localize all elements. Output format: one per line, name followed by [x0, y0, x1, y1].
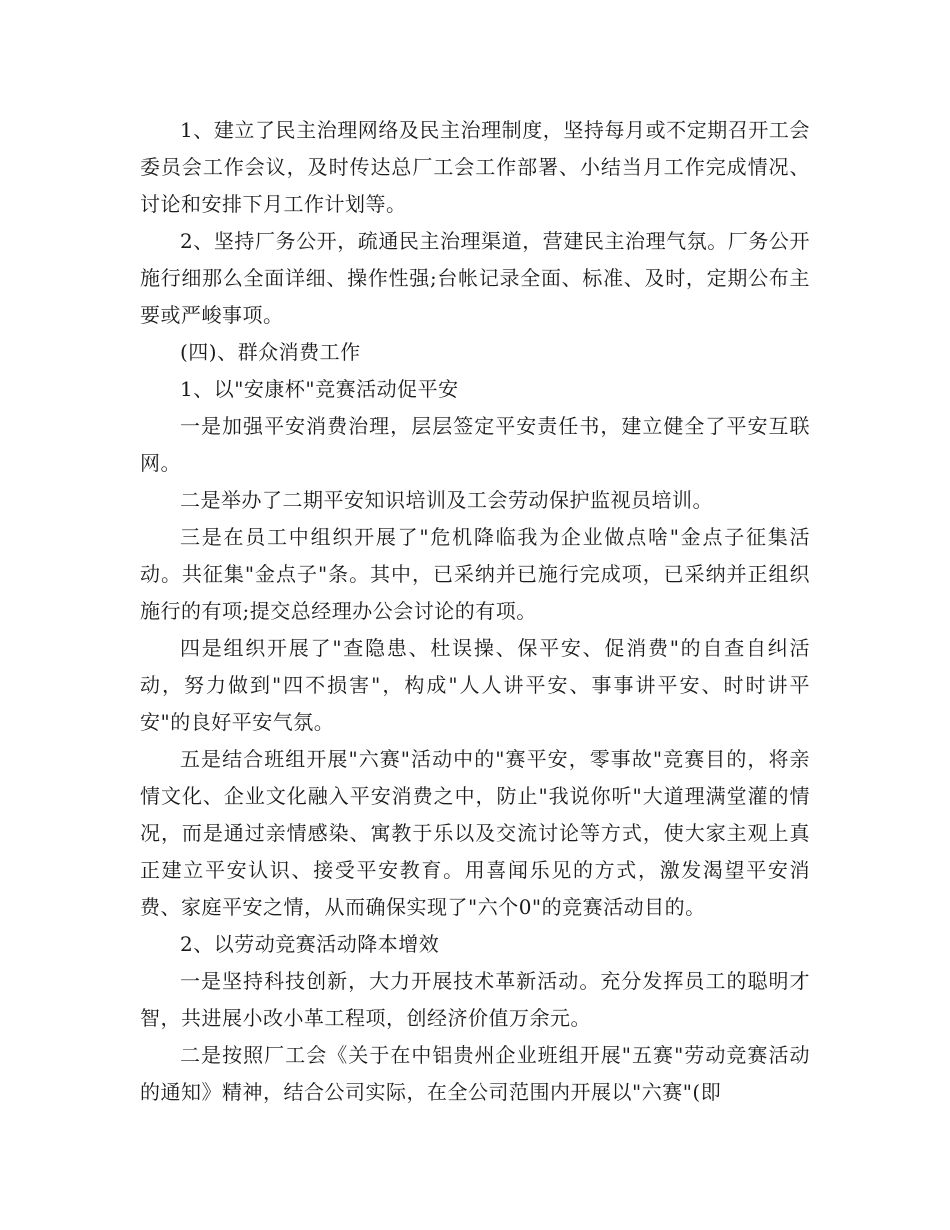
paragraph-democratic-management-network: 1、建立了民主治理网络及民主治理制度，坚持每月或不定期召开工会委员会工作会议，及时传达总厂工会工作部署、小结当月工作完成情况、讨论和安排下月工作计划等。: [140, 118, 810, 216]
paragraph-item-three: 三是在员工中组织开展了"危机降临我为企业做点啥"金点子征集活动。共征集"金点子"条。其中，已采纳并已施行完成项，已采纳并正组织施行的有项;提交总经理办公会讨论的有项。: [140, 525, 810, 623]
paragraph-tech-innovation: 一是坚持科技创新，大力开展技术革新活动。充分发挥员工的聪明才智，共进展小改小革工程项，创经济价值万余元。: [140, 969, 810, 1030]
paragraph-item-four: 四是组织开展了"查隐患、杜误操、保平安、促消费"的自查自纠活动，努力做到"四不损害"，构成"人人讲平安、事事讲平安、时时讲平安"的良好平安气氛。: [140, 636, 810, 734]
paragraph-item-two: 二是举办了二期平安知识培训及工会劳动保护监视员培训。: [180, 488, 713, 512]
paragraph-item-five: 五是结合班组开展"六赛"活动中的"赛平安，零事故"竞赛目的，将亲情文化、企业文化融入平安消费之中，防止"我说你听"大道理满堂灌的情况，而是通过亲情感染、寓教于乐以及交流讨论等方式，使大家主观上真正建立平安认识、接受平安教育。用喜闻乐见的方式，激发渴望平安消费、家庭平安之情，从而确保实现了"六个0"的竞赛活动目的。: [140, 747, 810, 919]
section-heading-mass-production-work: (四)、群众消费工作: [180, 340, 361, 364]
paragraph-item-one: 一是加强平安消费治理，层层签定平安责任书，建立健全了平安互联网。: [140, 414, 810, 475]
subheading-labor-competition: 2、以劳动竞赛活动降本增效: [180, 932, 440, 956]
paragraph-six-competitions: 二是按照厂工会《关于在中铝贵州企业班组开展"五赛"劳动竞赛活动的通知》精神，结合公司实际，在全公司范围内开展以"六赛"(即: [140, 1043, 810, 1104]
document-body: [140, 112, 810, 1111]
paragraph-factory-affairs-disclosure: 2、坚持厂务公开，疏通民主治理渠道，营建民主治理气氛。厂务公开施行细那么全面详细、操作性强;台帐记录全面、标准、及时，定期公布主要或严峻事项。: [140, 229, 810, 327]
subheading-ankang-cup: 1、以"安康杯"竞赛活动促平安: [180, 377, 459, 401]
